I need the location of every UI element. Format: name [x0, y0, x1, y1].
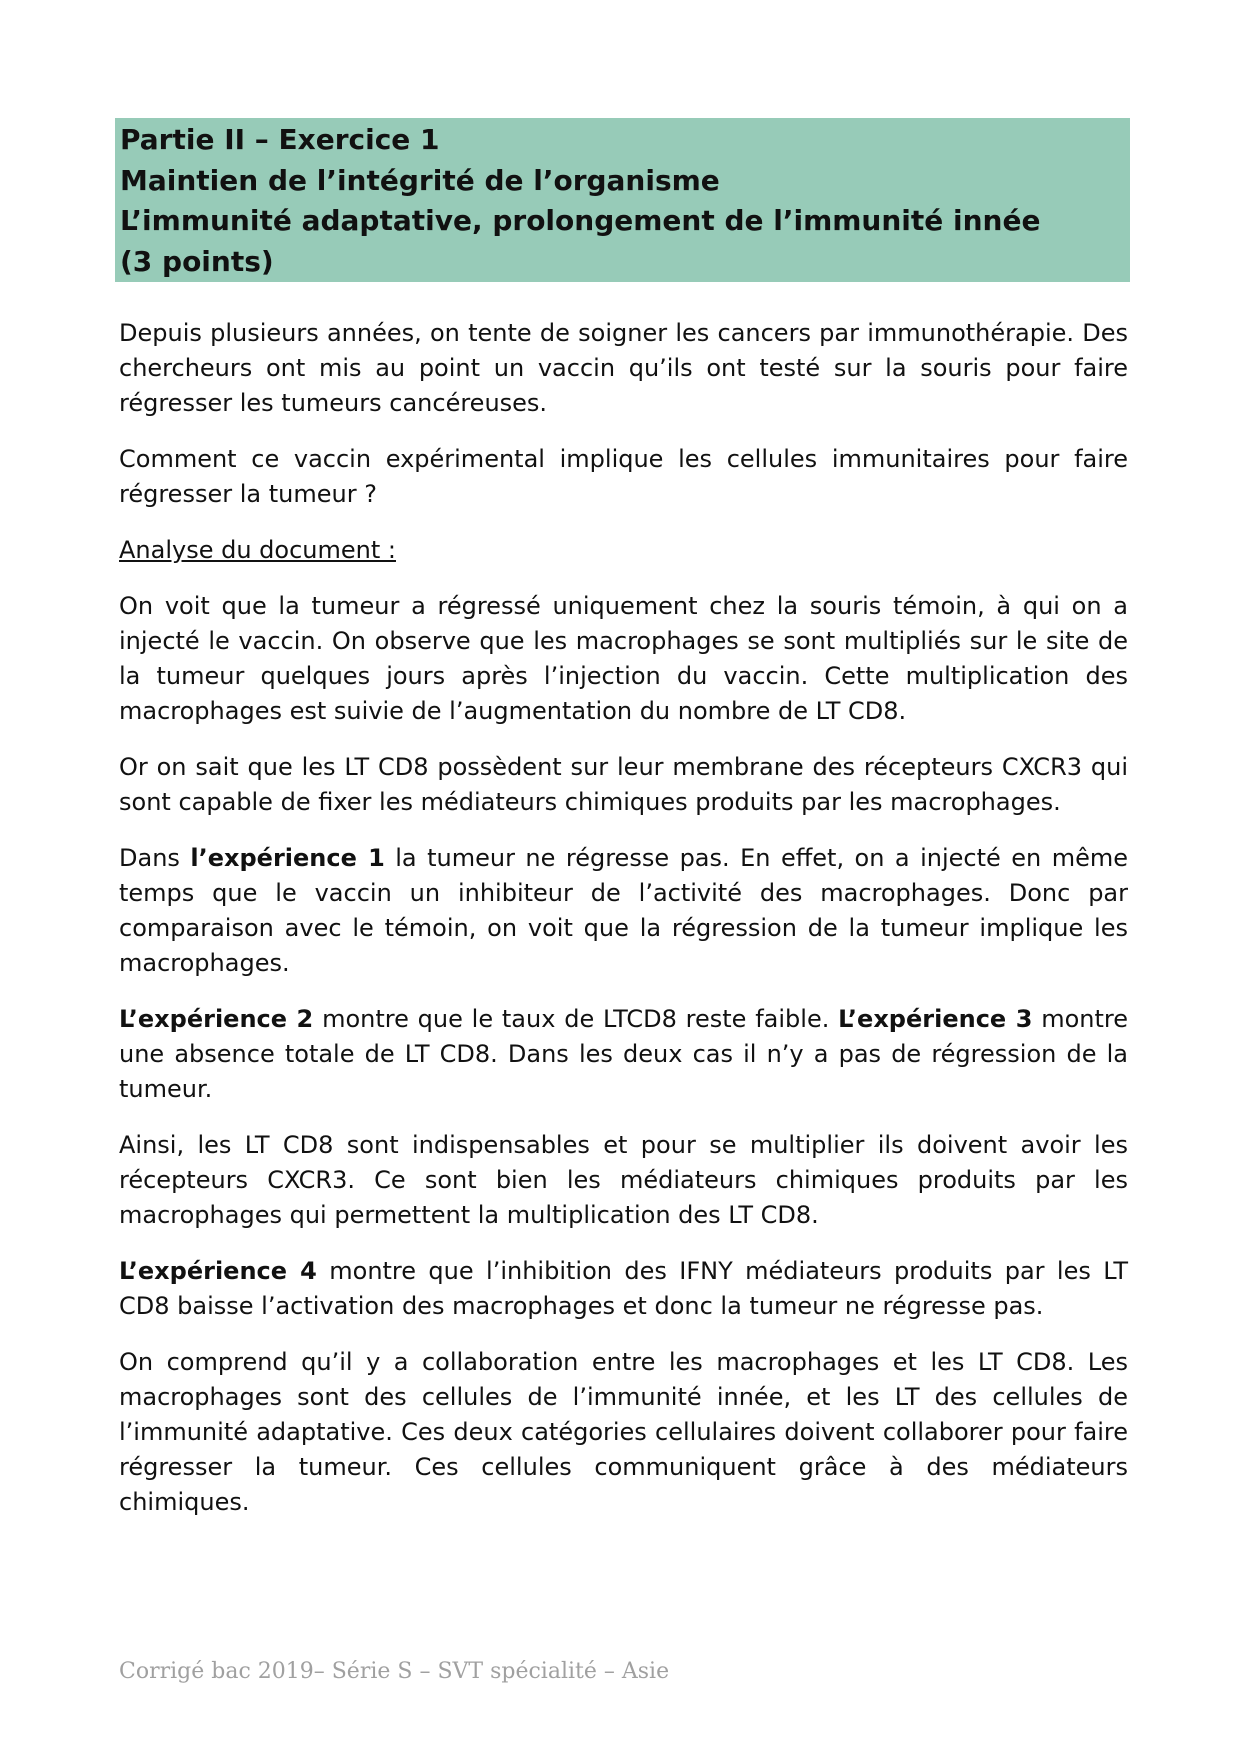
exercise-header: [115, 118, 1130, 282]
header-title: Partie II – Exercice 1: [120, 123, 440, 156]
p6-post: montre que l’inhibition des IFNY médiateurs produits par les LT CD8 baisse l’activation des macrophages et donc la tumeur ne régresse pas.: [119, 1257, 1128, 1320]
document-body: [119, 316, 1128, 1541]
analysis-paragraph-6: [119, 1254, 1128, 1324]
analysis-heading-text: Analyse du document :: [119, 536, 396, 564]
p3-post: la tumeur ne régresse pas. En effet, on a injecté en même temps que le vaccin un inhibiteur de l’activité des macrophages. Donc par comparaison avec le témoin, on voit que la régression de la tumeur implique les macrophages.: [119, 844, 1128, 977]
header-subtitle: L’immunité adaptative, prolongement de l’immunité innée: [120, 204, 1041, 237]
page-footer: Corrigé bac 2019– Série S – SVT spécialité – Asie: [119, 1659, 670, 1684]
analysis-paragraph-3: [119, 841, 1128, 981]
intro-paragraph: Depuis plusieurs années, on tente de soigner les cancers par immunothérapie. Des chercheurs ont mis au point un vaccin qu’ils ont testé sur la souris pour faire régresser les tumeurs cancéreuses.: [119, 319, 1128, 417]
p3-experiment-label: l’expérience 1: [190, 844, 385, 872]
p4-mid: montre que le taux de LTCD8 reste faible.: [313, 1005, 839, 1033]
p6-experiment-4-label: L’expérience 4: [119, 1257, 317, 1285]
analysis-paragraph-2: Or on sait que les LT CD8 possèdent sur leur membrane des récepteurs CXCR3 qui sont capable de fixer les médiateurs chimiques produits par les macrophages.: [119, 753, 1128, 816]
header-theme: Maintien de l’intégrité de l’organisme: [120, 163, 720, 197]
p4-post: montre une absence totale de LT CD8. Dans les deux cas il n’y a pas de régression de la tumeur.: [119, 1005, 1129, 1103]
analysis-paragraph-4: [119, 1002, 1128, 1107]
analysis-heading: [119, 533, 1128, 568]
p4-experiment-2-label: L’expérience 2: [119, 1005, 314, 1033]
conclusion-paragraph: On comprend qu’il y a collaboration entre les macrophages et les LT CD8. Les macrophages sont des cellules de l’immunité innée, et les LT des cellules de l’immunité adaptative. Ces deux catégories cellulaires doivent collaborer pour faire régresser la tumeur. Ces cellules communiquent grâce à des médiateurs chimiques.: [119, 1348, 1128, 1516]
analysis-paragraph-1: On voit que la tumeur a régressé uniquement chez la souris témoin, à qui on a injecté le vaccin. On observe que les macrophages se sont multipliés sur le site de la tumeur quelques jours après l’injection du vaccin. Cette multiplication des macrophages est suivie de l’augmentation du nombre de LT CD8.: [119, 592, 1128, 725]
header-points: (3 points): [120, 244, 274, 278]
analysis-paragraph-5: Ainsi, les LT CD8 sont indispensables et pour se multiplier ils doivent avoir les récepteurs CXCR3. Ce sont bien les médiateurs chimiques produits par les macrophages qui permettent la multiplication des LT CD8.: [119, 1131, 1128, 1229]
p4-experiment-3-label: L’expérience 3: [838, 1005, 1033, 1033]
p3-pre: Dans: [119, 844, 191, 872]
question-paragraph: Comment ce vaccin expérimental implique les cellules immunitaires pour faire régresser la tumeur ?: [119, 445, 1128, 508]
